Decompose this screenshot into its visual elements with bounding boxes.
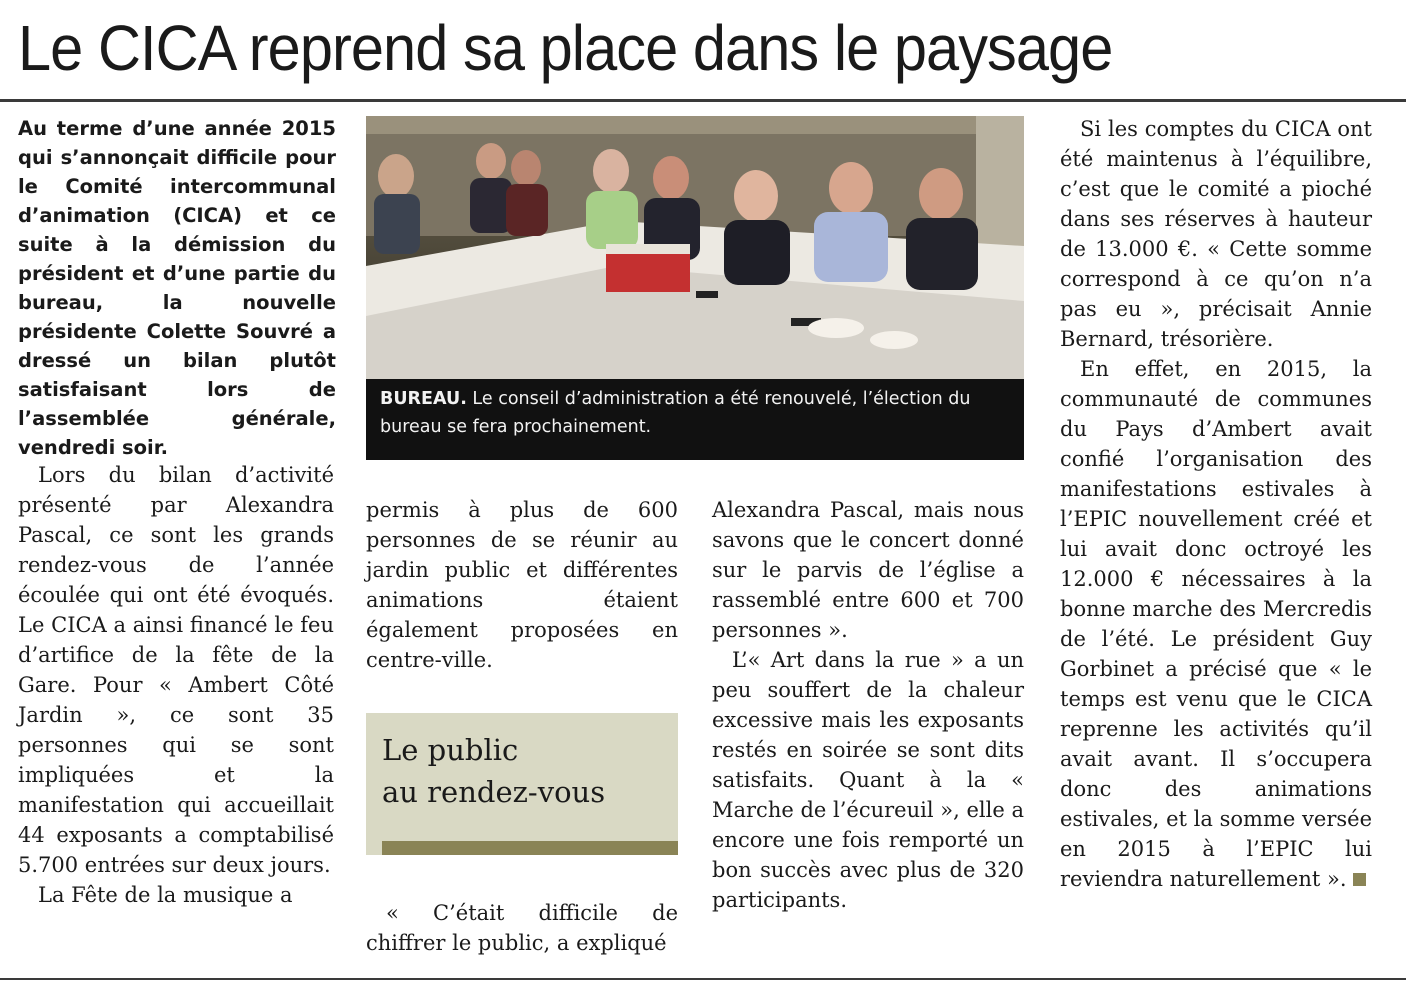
column-4-paragraph-2-text: En effet, en 2015, la communauté de communes du Pays d’Ambert avait confié l’organisation des manifestations estivales à l’EPIC nouvellement créé et lui avait donc octroyé les 12.000 € nécessaires à la bonne marche des Mercredis de l’été. Le président Guy Gorbinet a précisé que « le temps est venu que le CICA reprenne les activités qu’il avait avant. Il s’occupera donc des animations estivales, et la somme versée en 2015 à l’EPIC lui reviendra naturellement ». (1060, 357, 1372, 891)
top-rule (0, 99, 1406, 102)
photo-caption (366, 379, 1024, 460)
column-4 (1060, 114, 1372, 894)
column-3 (712, 495, 1024, 915)
photo-caption-label: BUREAU. (380, 389, 467, 409)
bottom-rule (0, 978, 1406, 980)
subheading-line-2: au rendez-vous (382, 775, 606, 809)
column-1-paragraph-1: Lors du bilan d’activité présenté par Alexandra Pascal, ce sont les grands rendez-vous de l’année écoulée qui ont été évoqués. Le CICA a ainsi financé le feu d’artifice de la fête de la Gare. Pour « Ambert Côté Jardin », ce sont 35 personnes qui se sont impliquées et la manifestation qui accueillait 44 exposants a comptabilisé 5.700 entrées sur deux jours. (18, 463, 334, 877)
column-1-paragraph-2: La Fête de la musique a (38, 883, 293, 907)
column-3-paragraph-2: L’« Art dans la rue » a un peu souffert de la chaleur excessive mais les exposants restés en soirée se sont dits satisfaits. Quant à la « Marche de l’écureuil », elle a encore une fois remporté un bon succès avec plus de 320 participants. (712, 648, 1024, 912)
meeting-photo-illustration (366, 116, 1024, 379)
photo-caption-text: Le conseil d’administration a été renouvelé, l’élection du bureau se fera prochainement. (380, 389, 971, 437)
subheading-accent-bar (382, 841, 678, 855)
column-1 (18, 460, 334, 910)
column-2 (366, 495, 678, 675)
column-2-paragraph-1: permis à plus de 600 personnes de se réunir au jardin public et différentes animations étaient également proposées en centre-ville. (366, 498, 678, 672)
column-4-paragraph-2 (1060, 354, 1372, 894)
article-photo (366, 116, 1024, 379)
subheading-line-1: Le public (382, 733, 519, 767)
column-2-paragraph-2: « C’était difficile de chiffrer le public, a expliqué (366, 901, 678, 955)
column-2-continued (366, 898, 678, 958)
subheading-title (382, 729, 672, 813)
article-lead: Au terme d’une année 2015 qui s’annonçait difficile pour le Comité intercommunal d’animation (CICA) et ce suite à la démission du président et d’une partie du bureau, la nouvelle présidente Colette Souvré a dressé un bilan plutôt satisfaisant lors de l’assemblée générale, vendredi soir. (18, 117, 336, 459)
column-4-paragraph-1: Si les comptes du CICA ont été maintenus à l’équilibre, c’est que le comité a pioché dans ses réserves à hauteur de 13.000 €. « Cette somme correspond à ce qu’on n’a pas eu », précisait Annie Bernard, trésorière. (1060, 117, 1372, 351)
subheading-box (366, 713, 678, 855)
article-title: Le CICA reprend sa place dans le paysage (18, 12, 1113, 84)
end-of-article-square-icon (1353, 873, 1366, 886)
column-3-paragraph-1: Alexandra Pascal, mais nous savons que le concert donné sur le parvis de l’église a rassemblé entre 600 et 700 personnes ». (712, 498, 1024, 642)
